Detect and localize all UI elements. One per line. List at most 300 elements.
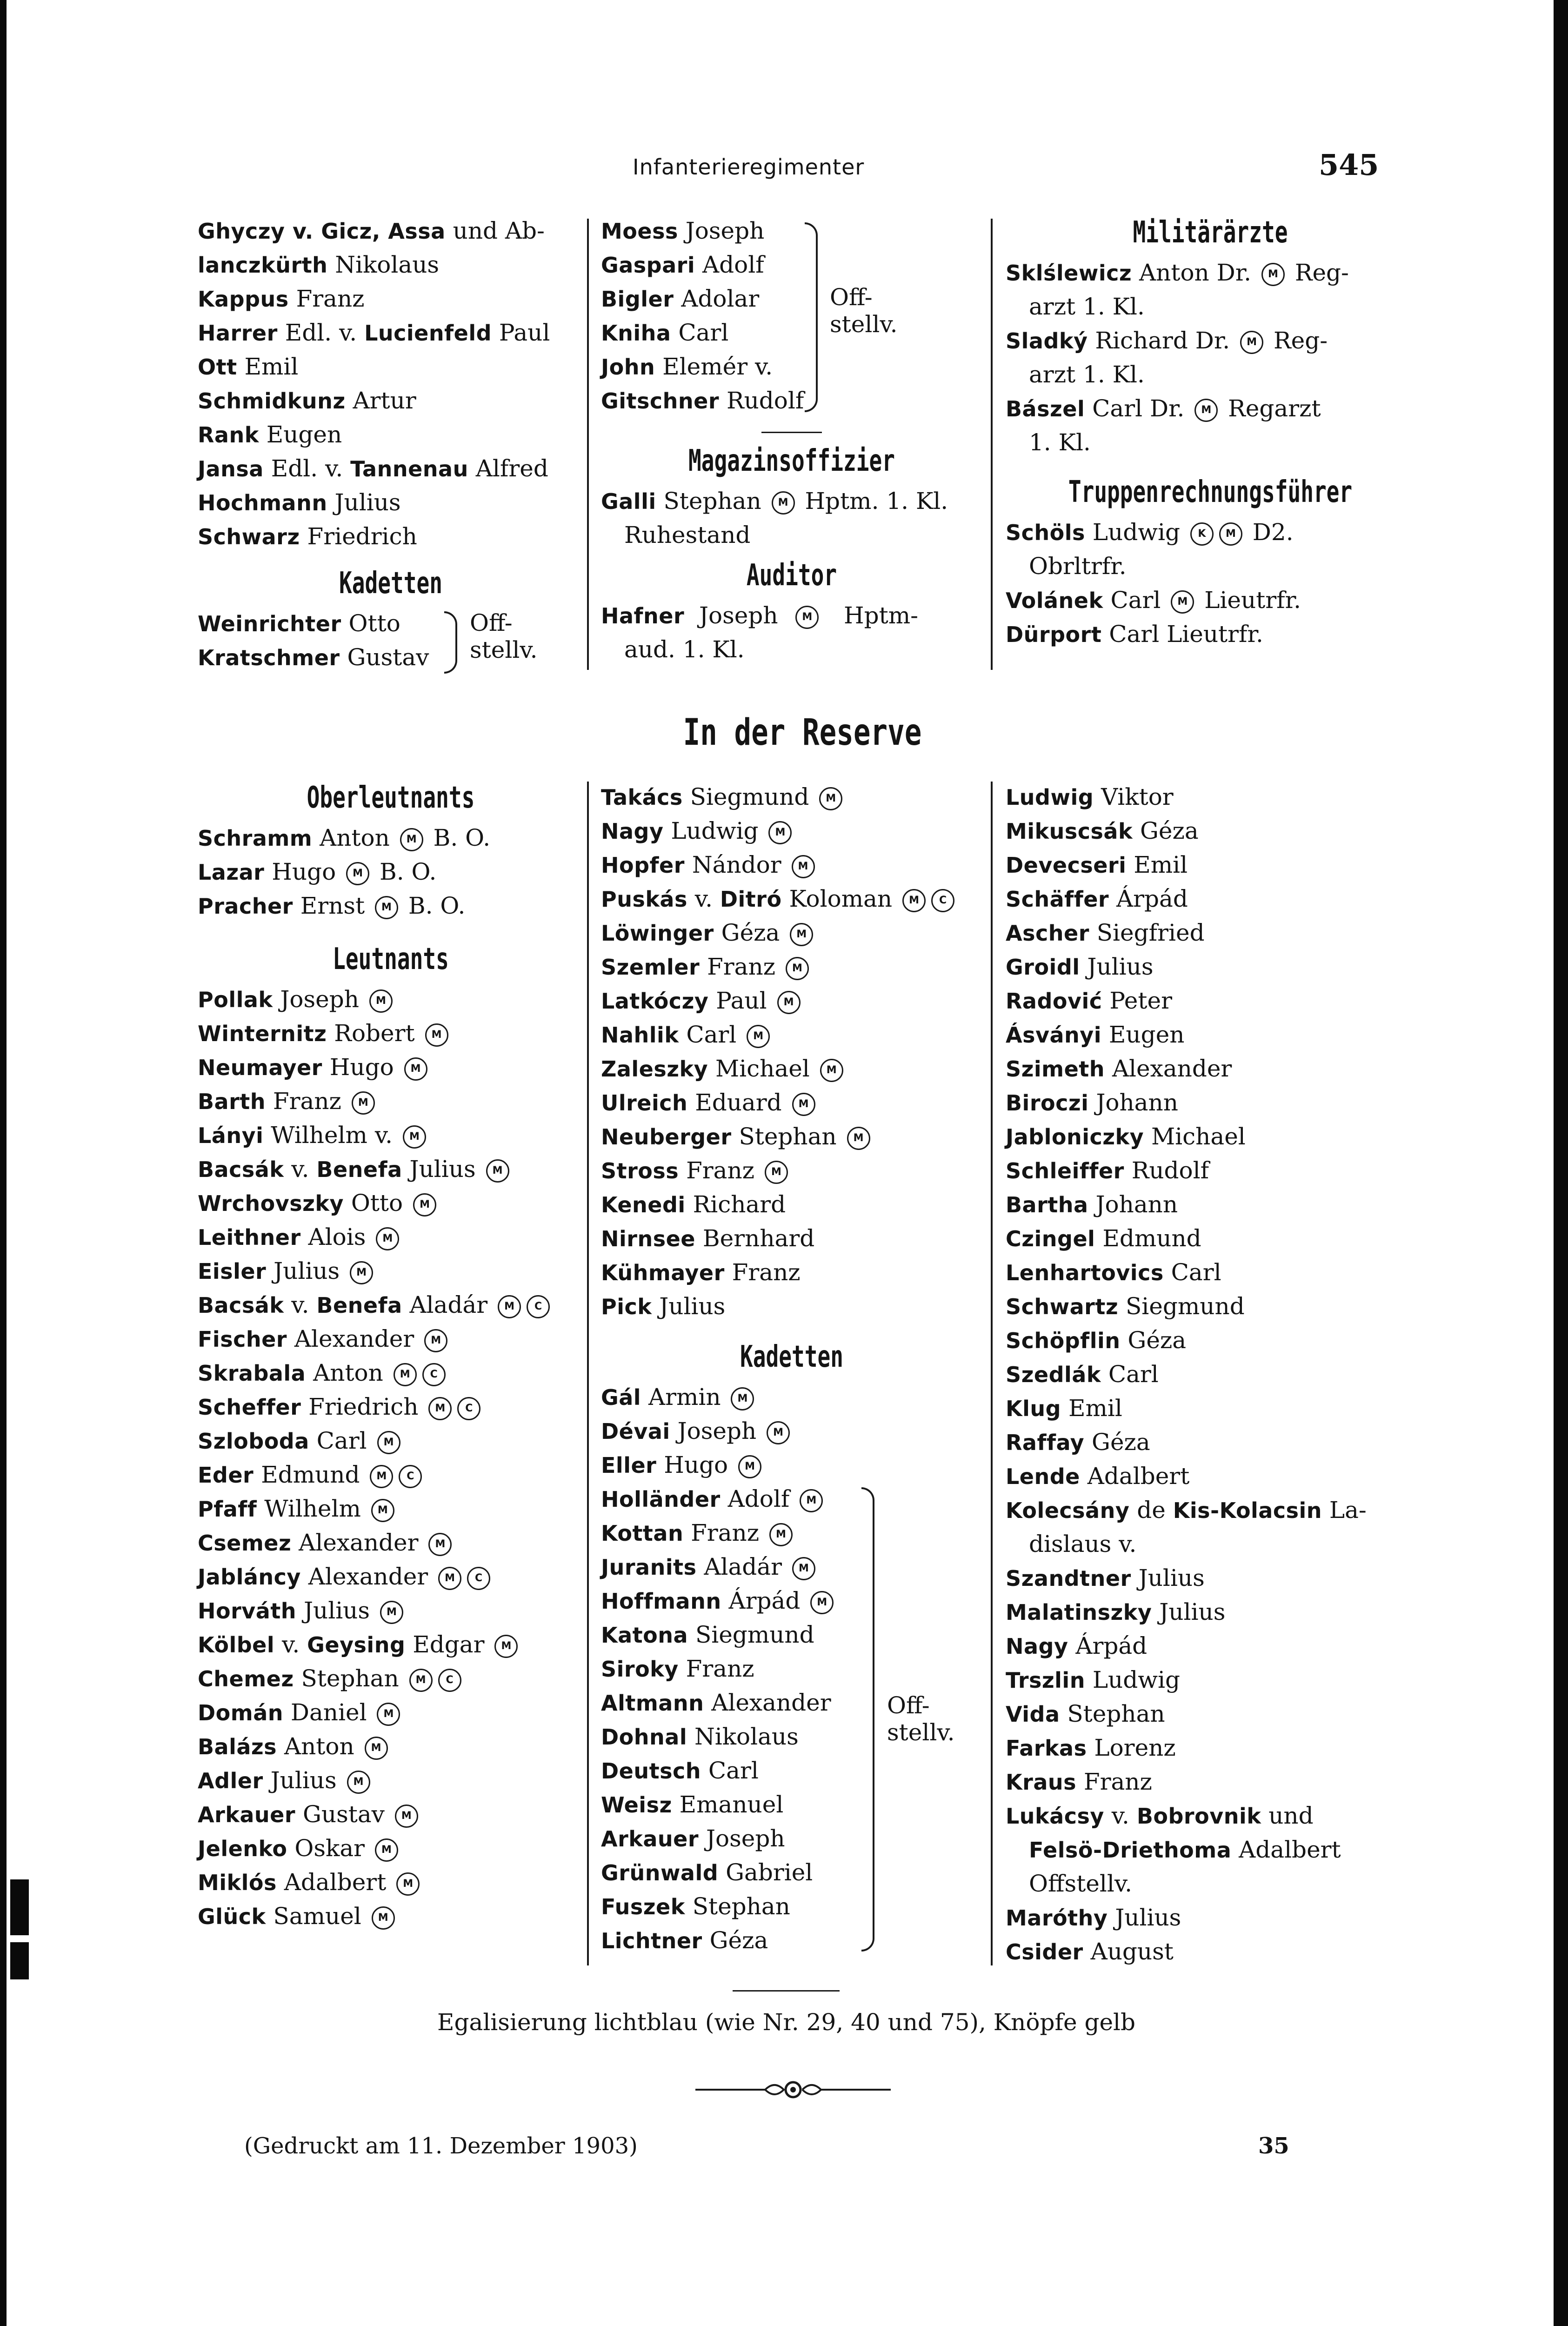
text: Carl Dr. — [1085, 395, 1192, 422]
kadetten-list — [601, 1380, 982, 1958]
list-item — [601, 1652, 982, 1686]
circled-mark-icon: M — [428, 1397, 452, 1420]
name-bold: Domán — [198, 1700, 284, 1725]
text: Wilhelm — [257, 1495, 368, 1522]
text: Otto — [341, 610, 400, 637]
list-item — [198, 1356, 584, 1390]
text: v. — [1104, 1802, 1137, 1829]
name-bold: Lányi — [198, 1123, 264, 1148]
name-bold: Raffay — [1006, 1430, 1085, 1455]
text: v. — [284, 1291, 317, 1318]
text: Hugo — [264, 858, 344, 885]
name-bold: Szemler — [601, 955, 700, 980]
text: Alexander — [704, 1689, 831, 1716]
reserve-heading: In der Reserve — [683, 712, 922, 754]
list-item — [601, 1120, 982, 1154]
text: und Ab- — [445, 217, 545, 244]
list-item — [601, 848, 982, 882]
list-item — [198, 889, 584, 923]
text: Ludwig — [663, 817, 766, 844]
name-bold: Ott — [198, 354, 237, 380]
text: Richard — [685, 1191, 786, 1218]
name-bold: Galli — [601, 489, 656, 514]
name-bold: Biroczi — [1006, 1090, 1089, 1116]
text: Stephan — [1060, 1700, 1165, 1727]
text: Stephan — [656, 488, 769, 515]
text: B. O. — [372, 858, 437, 885]
circled-mark-icon: M — [404, 1057, 427, 1081]
name-bold: Kenedi — [601, 1192, 686, 1217]
name-bold: Gaspari — [601, 253, 695, 278]
list-item — [198, 1288, 584, 1322]
name-bold: Kraus — [1006, 1770, 1076, 1795]
name-bold: Bobrovnik — [1136, 1804, 1261, 1829]
circled-mark-icon: M — [747, 1025, 770, 1048]
list-item — [198, 855, 584, 889]
sheet-number: 35 — [1258, 2133, 1289, 2159]
circled-mark-icon: K — [1190, 522, 1214, 546]
circled-mark-icon: M — [377, 1431, 400, 1454]
page-number: 545 — [1319, 148, 1379, 182]
list-item — [601, 248, 982, 282]
name-bold: Horváth — [198, 1598, 297, 1624]
circled-mark-icon: M — [769, 1523, 793, 1546]
text: Oskar — [287, 1835, 372, 1862]
scan-mark — [10, 1879, 29, 1935]
name-bold: Geysing — [307, 1632, 406, 1658]
text: Artur — [345, 387, 416, 414]
column-divider — [991, 782, 993, 1965]
text: Géza — [1133, 817, 1199, 844]
text: Hptm- — [821, 602, 919, 629]
name-bold: Lende — [1006, 1464, 1080, 1489]
name-bold: Lukácsy — [1006, 1804, 1104, 1829]
text: 1. Kl. — [1029, 429, 1091, 456]
list-item — [601, 1018, 982, 1052]
name-bold: Nahlik — [601, 1023, 679, 1048]
name-bold: Felsö-Driethoma — [1029, 1838, 1232, 1863]
list-item — [601, 633, 982, 667]
text: Anton — [277, 1733, 362, 1760]
name-bold: Pracher — [198, 894, 293, 919]
name-bold: Altmann — [601, 1691, 704, 1716]
text: Johann — [1088, 1191, 1178, 1218]
circled-mark-icon: M — [370, 1465, 393, 1488]
list-item — [601, 1052, 982, 1086]
brace-label — [470, 609, 538, 663]
circled-mark-icon: M — [777, 991, 801, 1014]
text: Richard Dr. — [1088, 327, 1238, 354]
name-bold: Lenhartovics — [1006, 1260, 1164, 1285]
list-item — [198, 1492, 584, 1526]
list-item — [601, 1256, 982, 1290]
list-item — [601, 1482, 982, 1516]
oberleutnants-list — [198, 821, 584, 923]
text: Lieutrfr. — [1197, 587, 1301, 614]
name-bold: Barth — [198, 1089, 266, 1114]
list-item — [1006, 1256, 1415, 1290]
list-item — [601, 1924, 982, 1958]
list-item — [198, 1831, 584, 1865]
name-bold: Eder — [198, 1463, 254, 1488]
name-bold: Fischer — [198, 1327, 287, 1352]
text: und — [1261, 1802, 1314, 1829]
text: Franz — [678, 1655, 754, 1682]
separator-rule — [733, 1990, 840, 1992]
text: Géza — [1120, 1327, 1187, 1354]
text: Michael — [708, 1055, 817, 1082]
list-item — [601, 1856, 982, 1890]
egalisierung-note: Egalisierung lichtblau (wie Nr. 29, 40 und 75), Knöpfe gelb — [437, 2009, 1136, 2036]
text: Julius — [266, 1257, 347, 1284]
name-bold: Vida — [1006, 1702, 1060, 1727]
name-bold: Weinrichter — [198, 611, 341, 636]
name-bold: Bacsák — [198, 1157, 284, 1182]
name-bold: Eisler — [198, 1259, 267, 1284]
name-bold: Grünwald — [601, 1860, 719, 1885]
text: Árpád — [1109, 885, 1188, 912]
list-item — [198, 1764, 584, 1798]
circled-mark-icon: M — [1194, 399, 1218, 422]
list-item — [1006, 916, 1415, 950]
circled-mark-icon: C — [399, 1465, 422, 1488]
text: Julius — [652, 1293, 726, 1320]
text: Ernst — [293, 892, 372, 919]
text: Joseph — [670, 1417, 764, 1444]
text: Koloman — [781, 885, 900, 912]
list-item — [601, 950, 982, 984]
text: Emil — [1126, 851, 1188, 878]
name-bold: Kühmayer — [601, 1260, 725, 1285]
list-item — [198, 282, 584, 316]
name-bold: Benefa — [316, 1293, 402, 1318]
text: Nándor — [684, 851, 789, 878]
name-bold: Jansa — [198, 456, 264, 481]
list-item — [601, 1788, 982, 1822]
list-item — [1006, 515, 1415, 549]
name-bold: Latkóczy — [601, 989, 709, 1014]
name-bold: Pollak — [198, 987, 273, 1012]
text: Stephan — [294, 1665, 407, 1692]
name-bold: Lucienfeld — [364, 321, 492, 346]
name-bold: Jelenko — [198, 1836, 287, 1861]
list-item — [198, 316, 584, 350]
list-item — [198, 983, 584, 1016]
text: arzt 1. Kl. — [1029, 293, 1145, 320]
list-item — [198, 1458, 584, 1492]
section-title-oberleutnants: Oberleutnants — [307, 781, 475, 815]
name-bold: Winternitz — [198, 1021, 327, 1046]
text: Anton — [312, 824, 397, 851]
name-bold: Bászel — [1006, 396, 1085, 421]
circled-mark-icon: M — [786, 957, 809, 980]
circled-mark-icon: M — [394, 1363, 417, 1386]
text: Nikolaus — [687, 1723, 799, 1750]
text: Armin — [641, 1384, 728, 1410]
list-item — [1006, 324, 1415, 358]
list-item — [1006, 780, 1415, 814]
circled-mark-icon: M — [772, 491, 795, 515]
name-bold: lanczkürth — [198, 253, 328, 278]
name-bold: Gál — [601, 1385, 641, 1410]
list-item — [1006, 1290, 1415, 1323]
name-bold: Hafner — [601, 603, 685, 628]
list-item — [1006, 1731, 1415, 1765]
text: Joseph — [273, 986, 367, 1013]
text: Reg- — [1266, 327, 1328, 354]
text: Reg- — [1287, 259, 1349, 286]
circled-mark-icon: M — [375, 1838, 398, 1862]
circled-mark-icon: M — [810, 1591, 834, 1614]
brace-label-line: stellv. — [887, 1719, 955, 1746]
stellv-list — [601, 214, 982, 418]
text: Alois — [300, 1223, 374, 1250]
text: Alexander — [300, 1563, 436, 1590]
list-item — [601, 1188, 982, 1222]
name-bold: Bartha — [1006, 1192, 1088, 1217]
text: Carl — [701, 1757, 759, 1784]
name-bold: Hochmann — [198, 490, 327, 515]
name-bold: Trszlin — [1006, 1668, 1085, 1693]
name-bold: Dürport — [1006, 622, 1102, 647]
name-bold: Zaleszky — [601, 1056, 708, 1082]
text: Franz — [679, 1157, 762, 1184]
list-item — [198, 1865, 584, 1899]
list-item — [601, 350, 982, 384]
text: Adolf — [720, 1485, 797, 1512]
name-bold: Gitschner — [601, 388, 720, 414]
list-item — [601, 1890, 982, 1924]
circled-mark-icon: M — [438, 1567, 461, 1590]
name-bold: Pfaff — [198, 1497, 257, 1522]
column-1-reserve — [198, 775, 584, 1933]
text: Ruhestand — [624, 521, 751, 548]
text: Alexander — [291, 1529, 426, 1556]
name-bold: Weisz — [601, 1792, 672, 1818]
name-bold: Maróthy — [1006, 1905, 1108, 1931]
list-item — [601, 1618, 982, 1652]
name-bold: Schöls — [1006, 520, 1085, 545]
list-item — [1006, 1493, 1415, 1527]
brace-label-line: Off- — [470, 609, 513, 636]
list-item — [601, 1550, 982, 1584]
text: Regarzt — [1221, 395, 1321, 422]
list-item — [198, 1084, 584, 1118]
name-bold: John — [601, 354, 655, 380]
text: Anton Dr. — [1132, 259, 1259, 286]
name-bold: Adler — [198, 1768, 263, 1793]
name-bold: Lazar — [198, 860, 265, 885]
list-item — [601, 814, 982, 848]
list-item — [198, 350, 584, 384]
name-bold: Kis-Kolacsin — [1173, 1498, 1322, 1523]
circled-mark-icon: C — [422, 1363, 446, 1386]
list-item — [1006, 290, 1415, 324]
circled-mark-icon: M — [795, 606, 819, 629]
circled-mark-icon: M — [428, 1533, 452, 1556]
magazin-list — [601, 484, 982, 552]
text: Géza — [1084, 1429, 1150, 1456]
text: Johann — [1088, 1089, 1178, 1116]
text: Emanuel — [672, 1791, 784, 1818]
circled-mark-icon: M — [800, 1489, 823, 1512]
text: Stephan — [685, 1893, 790, 1920]
separator-rule — [761, 432, 822, 433]
text: Edl. v. — [277, 319, 365, 346]
text: Joseph — [699, 1825, 785, 1852]
text: August — [1083, 1938, 1174, 1965]
text: Julius — [1080, 953, 1154, 980]
circled-mark-icon: M — [792, 1093, 815, 1116]
name-bold: Schmidkunz — [198, 388, 346, 414]
name-bold: Eller — [601, 1453, 657, 1478]
list-item — [601, 599, 982, 633]
truppen-list — [1006, 515, 1415, 651]
list-item — [198, 1798, 584, 1831]
name-bold: Sladký — [1006, 328, 1088, 354]
circled-mark-icon: M — [380, 1601, 403, 1624]
name-bold: Hoffmann — [601, 1589, 721, 1614]
circled-mark-icon: M — [352, 1091, 375, 1115]
brace-label — [887, 1692, 955, 1746]
name-bold: Dévai — [601, 1419, 670, 1444]
list-item — [601, 1584, 982, 1618]
kadetten-group — [601, 1380, 982, 1958]
text: Franz — [266, 1088, 349, 1115]
circled-mark-icon: M — [1261, 263, 1285, 286]
list-item — [198, 1696, 584, 1730]
list-item — [1006, 848, 1415, 882]
list-item — [1006, 1595, 1415, 1629]
text: Rudolf — [1124, 1157, 1209, 1184]
list-item — [601, 1822, 982, 1856]
circled-mark-icon: M — [792, 1557, 815, 1580]
text: Eduard — [687, 1089, 789, 1116]
scan-border-left — [0, 0, 7, 2326]
circled-mark-icon: M — [403, 1125, 426, 1149]
list-item — [1006, 1697, 1415, 1731]
text: Anton — [306, 1359, 391, 1386]
column-2-top — [601, 214, 982, 667]
text: arzt 1. Kl. — [1029, 361, 1145, 388]
text: Emil — [1061, 1395, 1122, 1422]
name-bold: Kratschmer — [198, 645, 340, 670]
list-item — [1006, 1425, 1415, 1459]
list-item — [198, 1254, 584, 1288]
name-bold: Siroky — [601, 1657, 679, 1682]
name-bold: Bacsák — [198, 1293, 284, 1318]
text: Bernhard — [695, 1225, 815, 1252]
circled-mark-icon: M — [767, 1421, 790, 1444]
text: Julius — [1152, 1598, 1226, 1625]
list-item — [601, 1086, 982, 1120]
name-bold: Ghyczy v. Gicz, Assa — [198, 219, 446, 244]
list-item — [601, 384, 982, 418]
circled-mark-icon: M — [372, 1906, 395, 1930]
name-bold: Ascher — [1006, 921, 1089, 946]
text: Franz — [1076, 1768, 1152, 1795]
list-item — [1006, 1120, 1415, 1154]
circled-mark-icon: M — [347, 1771, 370, 1794]
name-bold: Nagy — [601, 819, 664, 844]
text: Árpád — [721, 1587, 808, 1614]
text: Franz — [683, 1519, 767, 1546]
list-item — [1006, 1935, 1415, 1969]
list-item — [198, 1628, 584, 1662]
name-bold: Schramm — [198, 826, 313, 851]
column-2-reserve — [601, 780, 982, 1958]
list-item — [1006, 1323, 1415, 1357]
text: B. O. — [426, 824, 491, 851]
list-item — [1006, 1357, 1415, 1391]
text: Gustav — [295, 1801, 392, 1828]
list-item — [601, 1516, 982, 1550]
list-item — [1006, 1867, 1415, 1901]
name-bold: Dohnal — [601, 1724, 687, 1750]
circled-mark-icon: M — [413, 1193, 436, 1216]
list-item — [198, 1390, 584, 1424]
name-bold: Schöpflin — [1006, 1328, 1121, 1353]
text: Eugen — [1101, 1021, 1185, 1048]
list-item — [198, 1560, 584, 1594]
list-item — [601, 1154, 982, 1188]
name-bold: Takács — [601, 785, 683, 810]
name-bold: Nagy — [1006, 1634, 1068, 1659]
list-item — [1006, 1663, 1415, 1697]
list-item — [1006, 1527, 1415, 1561]
list-item — [1006, 549, 1415, 583]
circled-mark-icon: M — [377, 1703, 400, 1726]
text: La- — [1322, 1497, 1367, 1524]
text: Siegmund — [688, 1621, 814, 1648]
text: Julius — [296, 1597, 377, 1624]
text: Aladár — [696, 1553, 789, 1580]
name-bold: Szedlák — [1006, 1362, 1101, 1387]
text: Gustav — [340, 644, 429, 671]
name-bold: Schäffer — [1006, 887, 1109, 912]
name-bold: Sklślewicz — [1006, 261, 1132, 286]
list-item — [198, 214, 584, 248]
list-item — [198, 1424, 584, 1458]
text: Obrltrfr. — [1029, 553, 1127, 580]
circled-mark-icon: M — [376, 1227, 399, 1250]
circled-mark-icon: M — [498, 1295, 521, 1318]
circled-mark-icon: M — [731, 1387, 754, 1410]
list-item — [1006, 1391, 1415, 1425]
column-1-top — [198, 214, 584, 675]
circled-mark-icon: M — [375, 896, 398, 919]
text: Daniel — [283, 1699, 374, 1726]
name-bold: Pick — [601, 1294, 652, 1319]
list-item — [601, 984, 982, 1018]
name-bold: Kniha — [601, 321, 671, 346]
text: Siegmund — [1118, 1293, 1245, 1320]
list-item — [198, 1594, 584, 1628]
circled-mark-icon: M — [792, 855, 815, 878]
list-item — [198, 1899, 584, 1933]
list-item — [1006, 814, 1415, 848]
text: Eugen — [259, 421, 342, 448]
circled-mark-icon: M — [1240, 331, 1263, 354]
list-item — [198, 1118, 584, 1152]
circled-mark-icon: M — [738, 1455, 761, 1478]
text: Carl — [309, 1427, 374, 1454]
name-bold: Mikuscsák — [1006, 819, 1133, 844]
text: Géza — [702, 1927, 768, 1954]
list-item — [198, 452, 584, 486]
scan-mark — [10, 1942, 29, 1979]
text: Carl — [679, 1021, 744, 1048]
